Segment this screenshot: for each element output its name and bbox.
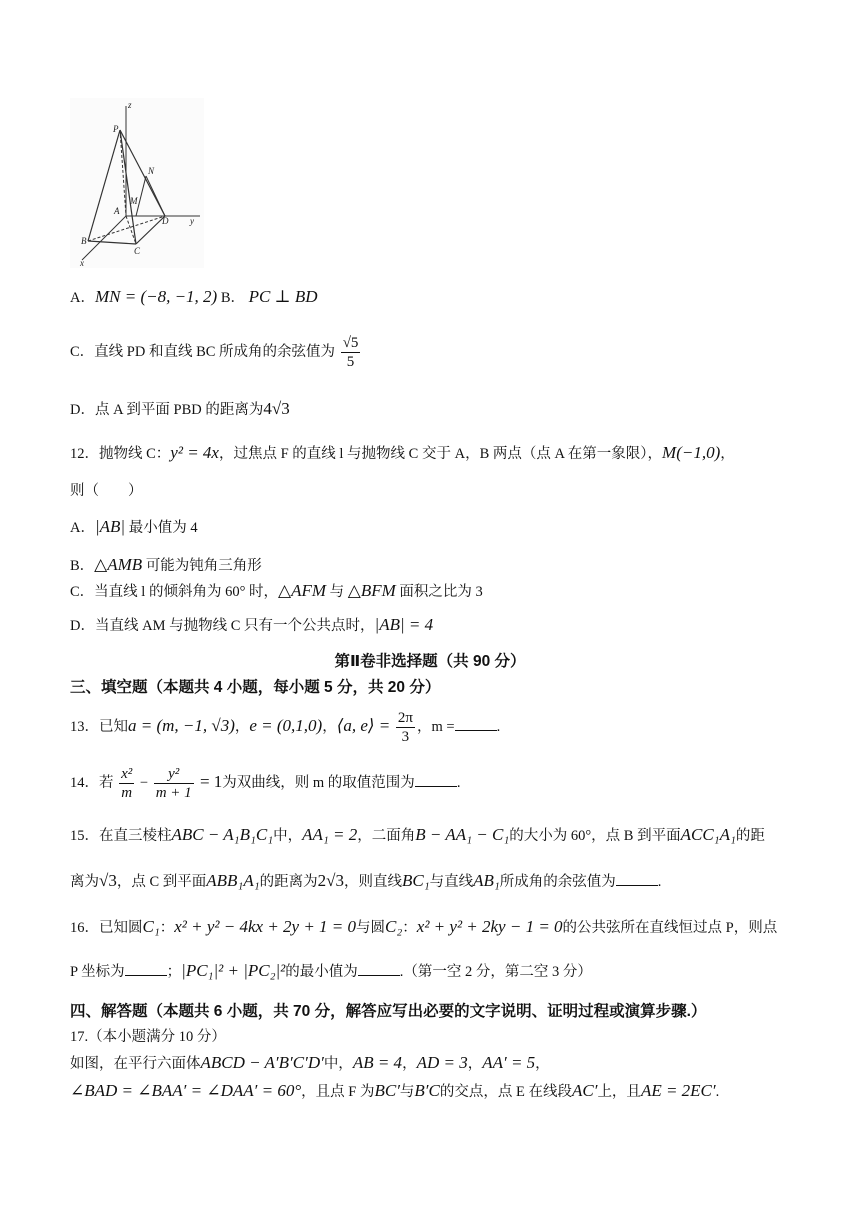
edge-pc <box>120 130 136 244</box>
q17-ac: AC′ <box>571 1081 598 1100</box>
q11-option-a-math: MN = (−8, −1, 2) <box>94 287 218 306</box>
q13-prefix: 13．已知 <box>70 719 128 735</box>
label-p: P <box>113 124 119 134</box>
label-n: N <box>148 166 155 176</box>
q17-text-f: ，且点 F 为 <box>301 1084 375 1100</box>
q12-stem-line1 <box>70 442 735 465</box>
section4-title: 四、解答题（本题共 6 小题，共 70 分，解答应写出必要的文字说明、证明过程或演算步骤.） <box>70 1003 707 1020</box>
q12-option-c-triangle2: △BFM <box>347 581 396 600</box>
q13-angle: ⟨a, e⟩ = <box>336 716 391 735</box>
q17-text-i: 上，且 <box>597 1084 641 1100</box>
q13-fraction <box>396 709 415 746</box>
q16-text-i: .（第一空 2 分，第二空 3 分） <box>399 964 592 980</box>
q14-fraction2 <box>154 765 194 802</box>
q16-text-g: ； <box>166 964 182 980</box>
q15-dihedral: B − AA₁ − C₁ <box>415 825 510 844</box>
q16-text-b: ： <box>159 920 175 936</box>
q13-sep2: ， <box>322 719 337 735</box>
q13-vector-a: a = (m, −1, √3) <box>128 716 235 735</box>
q12-option-a-math: |AB| <box>94 517 126 536</box>
q15-text-h: 的距离为 <box>259 874 318 890</box>
q11-option-c <box>70 332 362 372</box>
q11-option-ab <box>70 286 318 309</box>
q11-option-b-label: B． <box>217 290 246 306</box>
q15-plane2: ABB₁A₁ <box>206 871 260 890</box>
label-m: M <box>130 196 138 206</box>
q13 <box>70 706 500 747</box>
edge-pd <box>120 130 165 216</box>
q12-stem-d: 则（ ） <box>70 483 143 499</box>
q17-bc2: B′C <box>414 1081 440 1100</box>
q15-end: . <box>657 874 662 890</box>
q13-answer-blank[interactable] <box>455 716 497 731</box>
q12-option-d-text: D．当直线 AM 与抛物线 C 只有一个公共点时， <box>70 618 375 634</box>
q16-equation2: x² + y² + 2ky − 1 = 0 <box>416 917 563 936</box>
q11-option-d <box>70 398 290 421</box>
q16-text-d: ： <box>402 920 417 936</box>
label-b: B <box>81 236 87 246</box>
q17-line2 <box>70 1080 719 1103</box>
pyramid-diagram-svg <box>70 98 204 268</box>
pyramid-diagram <box>70 98 204 268</box>
q12-option-c-mid: 与 <box>326 584 348 600</box>
q14-fraction1 <box>119 765 134 802</box>
q12-option-d <box>70 614 433 637</box>
q17-text-j: . <box>715 1084 720 1100</box>
q16-answer-blank-1[interactable] <box>125 961 167 976</box>
q16-answer-blank-2[interactable] <box>358 961 400 976</box>
q17-ab: AB = 4 <box>352 1053 403 1072</box>
q12-stem-a: 12．抛物线 C： <box>70 446 171 462</box>
q15-text-j: 与直线 <box>429 874 474 890</box>
q16-circle2: C₂ <box>385 917 403 936</box>
q15-answer-blank[interactable] <box>616 871 658 886</box>
q16-text-a: 16．已知圆 <box>70 920 143 936</box>
q14-prefix: 14．若 <box>70 775 114 791</box>
q15-text-c: ，二面角 <box>357 828 416 844</box>
q17-text-b: 中， <box>323 1056 353 1072</box>
q17-text-a: 如图，在平行六面体 <box>70 1056 201 1072</box>
q17-header: 17.（本小题满分 10 分） <box>70 1029 226 1045</box>
label-x: x <box>80 258 84 268</box>
q11-option-c-fraction <box>341 334 361 371</box>
q17-text-h: 的交点，点 E 在线段 <box>439 1084 572 1100</box>
q11-option-b-math: PC ⊥ BD <box>248 287 318 306</box>
q12-option-b-math: △AMB <box>94 555 143 574</box>
q15-text-f: 离为 <box>70 874 99 890</box>
q12-option-c <box>70 580 483 603</box>
q17-angles: ∠BAD = ∠BAA′ = ∠DAA′ = 60° <box>70 1081 302 1100</box>
edge-mn <box>136 176 146 216</box>
label-c: C <box>134 246 141 256</box>
edge-nd <box>146 176 165 216</box>
q16-text-h: 的最小值为 <box>285 964 358 980</box>
q14-minus: − <box>136 775 152 791</box>
q14-answer-blank[interactable] <box>415 772 457 787</box>
q12-stem-line2 <box>70 480 143 502</box>
q15-line-bc1: BC₁ <box>401 871 430 890</box>
q16-text-c: 与圆 <box>356 920 386 936</box>
q16-expression: |PC₁|² + |PC₂|² <box>181 961 286 980</box>
fraction-numerator: x² <box>121 766 133 783</box>
section3-title: 三、填空题（本题共 4 小题，每小题 5 分，共 20 分） <box>70 679 441 696</box>
q15-text-b: 中， <box>273 828 303 844</box>
q17-text-g: 与 <box>399 1084 415 1100</box>
q11-option-a-label: A． <box>70 290 95 306</box>
label-z: z <box>128 100 132 110</box>
q12-point-m: M(−1,0) <box>662 443 721 462</box>
fraction-denominator: 5 <box>346 354 355 371</box>
fraction-numerator: √5 <box>342 335 359 352</box>
q14-equals: = 1 <box>195 772 223 791</box>
q17-aa: AA′ = 5 <box>482 1053 536 1072</box>
q13-suffix: ，m = <box>416 719 455 735</box>
q17-solid: ABCD − A′B′C′D′ <box>200 1053 324 1072</box>
q15-line2 <box>70 870 661 893</box>
label-y: y <box>190 216 194 226</box>
q12-option-a <box>70 516 198 539</box>
fraction-denominator: m + 1 <box>155 785 192 802</box>
label-a: A <box>114 206 120 216</box>
q17-text-d: ， <box>467 1056 483 1072</box>
q15-distance2: 2√3 <box>317 871 344 890</box>
q16-line2 <box>70 960 592 983</box>
part2-title: 第Ⅱ卷非选择题（共 90 分） <box>334 653 526 670</box>
label-d: D <box>162 216 169 226</box>
q16-circle1: C₁ <box>142 917 160 936</box>
q15-text-a: 15．在直三棱柱 <box>70 828 172 844</box>
q12-option-b <box>70 554 262 577</box>
q12-option-c-triangle1: △AFM <box>278 581 327 600</box>
fraction-numerator: y² <box>154 765 194 784</box>
q12-equation: y² = 4x <box>170 443 219 462</box>
q16-line1 <box>70 916 777 939</box>
q14 <box>70 762 460 803</box>
fraction-denominator: m <box>121 785 133 802</box>
q16-equation1: x² + y² − 4kx + 2y + 1 = 0 <box>174 917 357 936</box>
edge-bc <box>88 241 136 244</box>
q12-option-c-end: 面积之比为 3 <box>395 584 483 600</box>
q17-ae: AE = 2EC′ <box>640 1081 716 1100</box>
q15-line1 <box>70 824 765 847</box>
q15-line-ab1: AB₁ <box>473 871 500 890</box>
edge-bd <box>88 216 165 241</box>
q17-bc1: BC′ <box>374 1081 400 1100</box>
q16-text-e: 的公共弦所在直线恒过点 P，则点 <box>562 920 778 936</box>
q11-option-c-text: C．直线 PD 和直线 BC 所成角的余弦值为 <box>70 344 336 360</box>
q15-plane1: ACC₁A₁ <box>680 825 736 844</box>
q12-option-c-text: C．当直线 l 的倾斜角为 60° 时， <box>70 584 278 600</box>
q14-suffix: 为双曲线，则 m 的取值范围为 <box>222 775 415 791</box>
fraction-numerator: 2π <box>397 710 413 727</box>
edge-pb <box>88 130 120 241</box>
q12-option-b-text: 可能为钝角三角形 <box>145 558 262 574</box>
q15-aa1: AA₁ = 2 <box>302 825 358 844</box>
fraction-denominator: 3 <box>401 729 410 746</box>
q12-option-a-text: 最小值为 4 <box>128 520 198 536</box>
q15-text-e: 的距 <box>735 828 765 844</box>
q11-option-d-text: D．点 A 到平面 PBD 的距离为 <box>70 402 264 418</box>
q12-option-b-label: B． <box>70 558 95 574</box>
edge-pa <box>120 130 126 216</box>
q13-end: . <box>496 719 501 735</box>
q17-text-c: ， <box>402 1056 417 1072</box>
q15-distance1: √3 <box>99 871 117 890</box>
q15-text-i: ，则直线 <box>343 874 402 890</box>
q12-stem-b: ，过焦点 F 的直线 l 与抛物线 C 交于 A，B 两点（点 A 在第一象限）， <box>218 446 663 462</box>
q15-text-d: 的大小为 60°，点 B 到平面 <box>509 828 681 844</box>
q12-option-d-math: |AB| = 4 <box>374 615 434 634</box>
q17-text-e: ， <box>535 1056 550 1072</box>
q16-text-f: P 坐标为 <box>70 964 125 980</box>
q15-text-k: 所成角的余弦值为 <box>499 874 616 890</box>
q17-line1 <box>70 1052 550 1075</box>
q15-prism: ABC − A₁B₁C₁ <box>171 825 274 844</box>
q13-sep1: ， <box>234 719 250 735</box>
q13-vector-e: e = (0,1,0) <box>249 716 323 735</box>
q17-ad: AD = 3 <box>416 1053 468 1072</box>
q15-text-g: ，点 C 到平面 <box>116 874 207 890</box>
q14-end: . <box>456 775 461 791</box>
q12-option-a-label: A． <box>70 520 95 536</box>
q11-option-d-math: 4√3 <box>263 399 290 418</box>
q12-stem-c: ， <box>720 446 735 462</box>
